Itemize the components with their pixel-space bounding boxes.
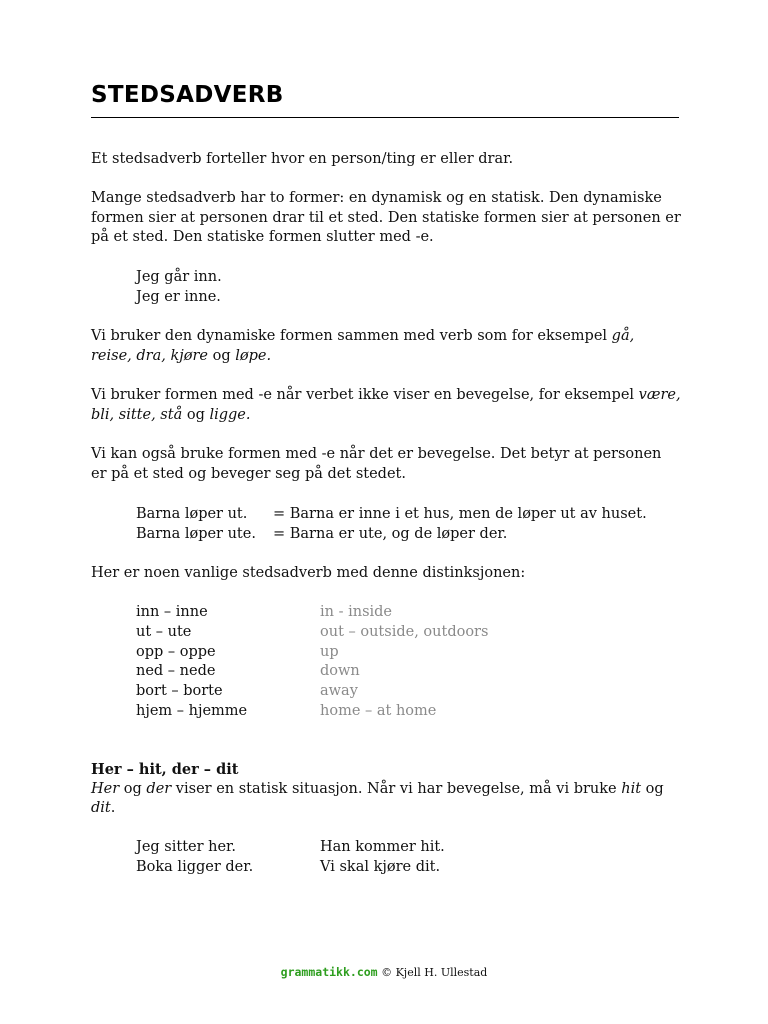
adverb-no: hjem – hjemme [136,703,248,719]
example-left: Barna løper ut. [136,506,248,522]
example-left: Barna løper ute. [136,526,256,542]
paragraph-line: på et sted. Den statiske formen slutter med -e. [91,229,434,246]
adverb-no: bort – borte [136,683,223,699]
example-left: Boka ligger der. [136,859,254,875]
adverb-en: in - inside [320,604,393,620]
copyright-text: © Kjell H. Ullestad [377,966,488,979]
brand-link[interactable]: grammatikk.com [280,965,378,979]
title-divider [91,117,679,118]
page-footer [0,965,768,979]
adverb-no: inn – inne [136,604,208,620]
adverb-en: up [320,644,339,660]
example-right: Han kommer hit. [320,839,445,855]
example-line: Jeg er inne. [136,289,221,305]
example-right: Vi skal kjøre dit. [320,859,441,875]
example-right: = Barna er ute, og de løper der. [273,526,508,542]
paragraph-line: formen sier at personen drar til et sted. Den statiske formen sier at personen er [91,209,681,226]
page-title: STEDSADVERB [91,82,284,108]
section-heading: Her – hit, der – dit [91,761,239,778]
adverb-no: opp – oppe [136,644,216,660]
adverb-en: home – at home [320,703,437,719]
paragraph-static-verbs: Vi bruker formen med -e når verbet ikke viser en bevegelse, for eksempel være, bli, sitte, stå og ligge. [91,387,681,423]
section-her-der: Her – hit, der – dit Her og der viser en statisk situasjon. Når vi har bevegelse, må vi bruke hit og dit. [91,760,679,819]
adverb-no: ut – ute [136,624,192,640]
adverb-en: out – outside, outdoors [320,624,489,640]
example-left: Jeg sitter her. [136,839,237,855]
example-right: = Barna er inne i et hus, men de løper ut av huset. [273,506,647,522]
paragraph-forms [91,189,679,248]
paragraph-dynamic-verbs: Vi bruker den dynamiske formen sammen med verb som for eksempel gå, reise, dra, kjøre og løpe. [91,328,635,364]
adverb-en: down [320,663,360,679]
paragraph-movement: Vi kan også bruke formen med -e når det er bevegelse. Det betyr at personen er på et sted og beveger seg på det stedet. [91,446,662,482]
intro-paragraph: Et stedsadverb forteller hvor en person/ting er eller drar. [91,151,514,167]
list-intro: Her er noen vanlige stedsadverb med denne distinksjonen: [91,565,526,581]
example-line: Jeg går inn. [136,269,222,285]
adverb-no: ned – nede [136,663,216,679]
adverb-en: away [320,683,358,699]
paragraph-line: Mange stedsadverb har to former: en dynamisk og en statisk. Den dynamiske [91,190,662,206]
